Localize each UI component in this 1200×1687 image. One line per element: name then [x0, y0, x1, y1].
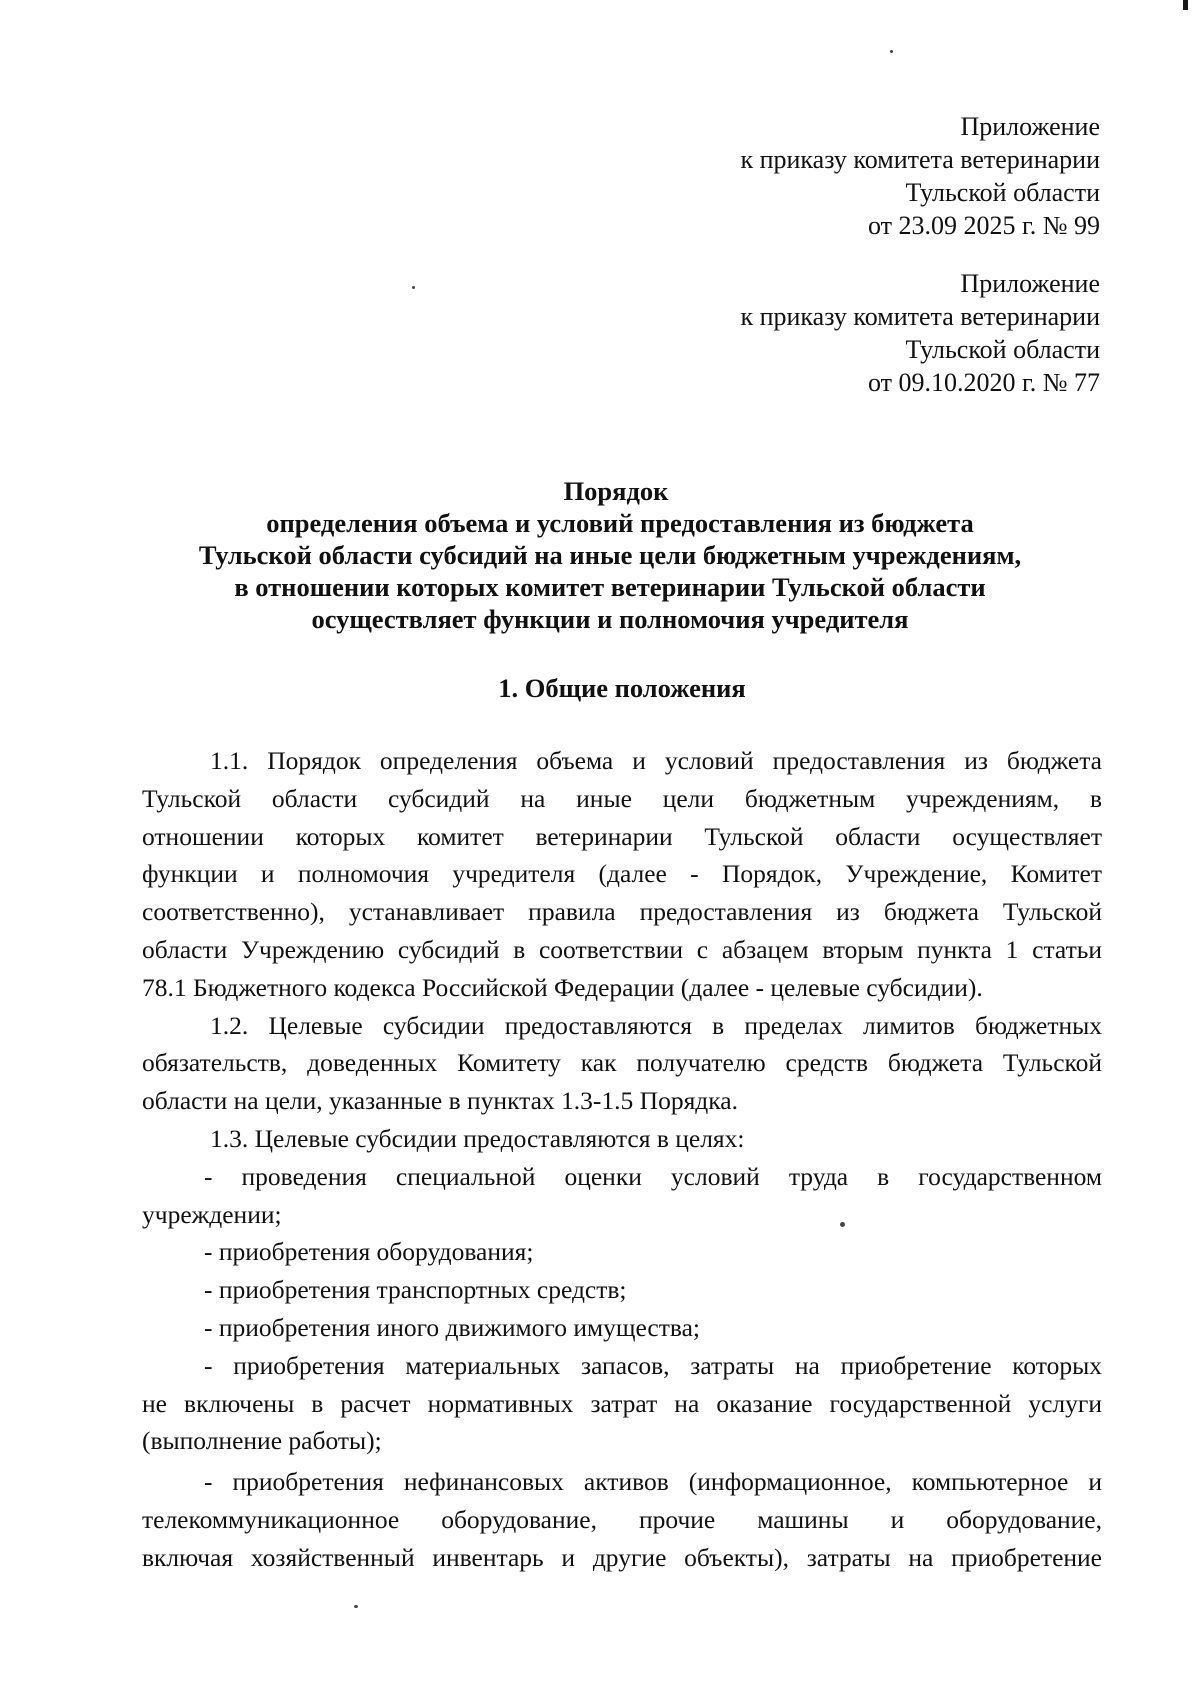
title-line: Тульской области субсидий на иные цели бюджетным учреждениям,	[198, 540, 1022, 570]
list-item-line: (выполнение работы);	[142, 1426, 382, 1456]
appendix-label: Приложение	[960, 269, 1100, 298]
paragraph-line: 1.1. Порядок определения объема и условий предоставления из бюджета	[210, 746, 1102, 775]
paragraph-line: функции и полномочия учредителя (далее - Порядок, Учреждение, Комитет	[142, 859, 1102, 889]
appendix-region: Тульской области	[905, 335, 1100, 364]
document-body	[142, 742, 1102, 1577]
paragraph-line: 1.3. Целевые субсидии предоставляются в целях:	[210, 1123, 745, 1153]
appendix-header-previous	[560, 267, 1100, 399]
list-item-line: телекоммуникационное оборудование, прочие машины и оборудование,	[142, 1504, 1102, 1534]
list-item-line: - приобретения материальных запасов, затраты на приобретение которых	[204, 1350, 1102, 1380]
appendix-order-reference: к приказу комитета ветеринарии	[740, 302, 1100, 331]
title-line: осуществляет функции и полномочия учредителя	[311, 604, 909, 634]
scan-speck	[412, 286, 415, 289]
title-line: Порядок	[563, 476, 669, 506]
appendix-order-reference: к приказу комитета ветеринарии	[740, 145, 1100, 174]
list-item-line: учреждении;	[142, 1199, 282, 1229]
paragraph-line: 78.1 Бюджетного кодекса Российской Федерации (далее - целевые субсидии).	[142, 972, 983, 1002]
title-line: определения объема и условий предоставления из бюджета	[266, 508, 974, 538]
paragraph-line: области Учреждению субсидий в соответствии с абзацем вторым пункта 1 статьи	[142, 934, 1102, 964]
document-title	[120, 475, 1100, 635]
scan-speck	[890, 50, 893, 53]
appendix-header-current	[560, 110, 1100, 242]
list-item-line: не включены в расчет нормативных затрат на оказание государственной услуги	[142, 1388, 1102, 1418]
paragraph-line: области на цели, указанные в пунктах 1.3-1.5 Порядка.	[142, 1086, 738, 1116]
paragraph-line: обязательств, доведенных Комитету как получателю средств бюджета Тульской	[142, 1048, 1102, 1078]
title-line: в отношении которых комитет ветеринарии Тульской области	[234, 572, 986, 602]
list-item-line: - приобретения иного движимого имущества;	[204, 1312, 701, 1342]
list-item-line: - приобретения транспортных средств;	[204, 1275, 627, 1305]
paragraph-line: Тульской области субсидий на иные цели бюджетным учреждениям, в	[142, 783, 1102, 813]
paragraph-line: соответственно), устанавливает правила предоставления из бюджета Тульской	[142, 897, 1102, 927]
scan-speck	[354, 1605, 358, 1608]
paragraph-line: 1.2. Целевые субсидии предоставляются в пределах лимитов бюджетных	[210, 1010, 1102, 1040]
list-item-line: включая хозяйственный инвентарь и другие объекты), затраты на приобретение	[142, 1542, 1102, 1572]
appendix-label: Приложение	[960, 112, 1100, 141]
appendix-order-date-number: от 23.09 2025 г. № 99	[867, 211, 1100, 240]
paragraph-line: отношении которых комитет ветеринарии Тульской области осуществляет	[142, 821, 1102, 851]
appendix-region: Тульской области	[905, 178, 1100, 207]
list-item-line: - приобретения оборудования;	[204, 1237, 534, 1267]
section-heading: 1. Общие положения	[498, 673, 746, 703]
list-item-line: - приобретения нефинансовых активов (информационное, компьютерное и	[204, 1467, 1102, 1497]
list-item-line: - проведения специальной оценки условий труда в государственном	[204, 1161, 1102, 1191]
scan-corner-mark	[1183, 0, 1188, 10]
appendix-order-date-number: от 09.10.2020 г. № 77	[867, 368, 1100, 397]
